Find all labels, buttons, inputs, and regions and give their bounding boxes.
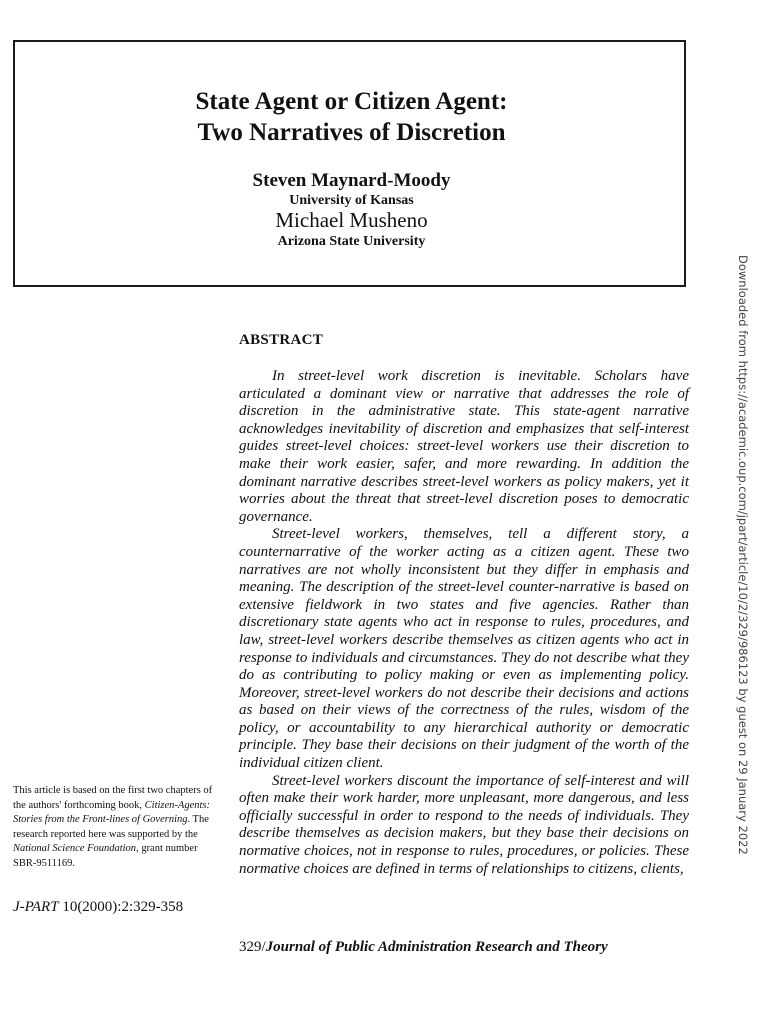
abstract-paragraph-2: Street-level workers, themselves, tell a different story, a counternarrative of the worker acting as a citizen agent. These two narratives are not wholly inconsistent but they differ in emphasis and meaning. The description of the street-level counter-narrative is based on extensive fieldwork in two states and five agencies. Rather than discretionary state agents who act in response to rules, procedures, and law, street-level workers describe themselves as citizen agents who act in response to individuals and circumstances. They do not describe what they do as contributing to policy making or even as implementing policy. Moreover, street-level workers do not describe their decisions and actions as based on their views of the correctness of the rules, wisdom of the policy, or accountability to any hierarchical authority or democratic principle. They base their decisions on their judgment of the worth of the individual citizen client. (239, 526, 689, 772)
author-2-affiliation: Arizona State University (277, 234, 426, 249)
journal-abbrev: J-PART (13, 899, 59, 915)
footnote-text-2: . The research reported here was supported by the (13, 814, 209, 840)
citation-volume-pages: 10(2000):2:329-358 (58, 899, 184, 915)
abstract-paragraph-1: In street-level work discretion is inevitable. Scholars have articulated a dominant view or narrative that addresses the role of discretion in the administrative state. This state-agent narrative acknowledges inevitability of discretion and emphasizes that self-interest guides street-level choices: street-level workers use their discretion to make their work easier, safer, and more rewarding. In addition the dominant narrative describes street-level workers as policy makers, yet it worries about the threat that street-level discretion poses to democratic governance. (239, 368, 689, 525)
author-1-affiliation: University of Kansas (289, 193, 414, 208)
footnote-text-1: This article is based on the first two chapters of the authors' forthcoming book, (13, 785, 213, 811)
title-line-2: Two Narratives of Discretion (197, 119, 506, 146)
page-footer (239, 939, 608, 956)
author-1-name: Steven Maynard-Moody (252, 170, 451, 191)
article-title (15, 86, 688, 148)
footnote-book-title: Citizen-Agents: Stories from the Front-lines of Governing (13, 799, 210, 826)
abstract-paragraph-3: Street-level workers discount the importance of self-interest and will often make their work harder, more unpleasant, more dangerous, and less officially successful in order to respond to the needs of individuals. They describe themselves as decision makers, but they base their decisions on normative choices, not in response to rules, procedures, or policies. These normative choices are defined in terms of relationships to citizens, clients, (239, 772, 689, 877)
author-2-name: Michael Musheno (275, 208, 428, 232)
journal-citation (13, 899, 183, 916)
download-watermark (734, 255, 754, 855)
page-number: 329/ (239, 939, 266, 955)
download-watermark-text: Downloaded from https://academic.oup.com/jpart/article/10/2/329/986123 by guest on 29 January 2022 (736, 255, 750, 855)
abstract-heading: ABSTRACT (239, 332, 324, 348)
title-line-1: State Agent or Citizen Agent: (195, 88, 508, 115)
footnote-funder: National Science Foundation (13, 843, 137, 855)
title-block (13, 40, 686, 287)
journal-name: Journal of Public Administration Research and Theory (265, 939, 608, 955)
article-footnote (13, 784, 223, 872)
abstract-body (239, 368, 689, 878)
footnote-text-3: , grant number SBR-9511169. (13, 843, 198, 869)
